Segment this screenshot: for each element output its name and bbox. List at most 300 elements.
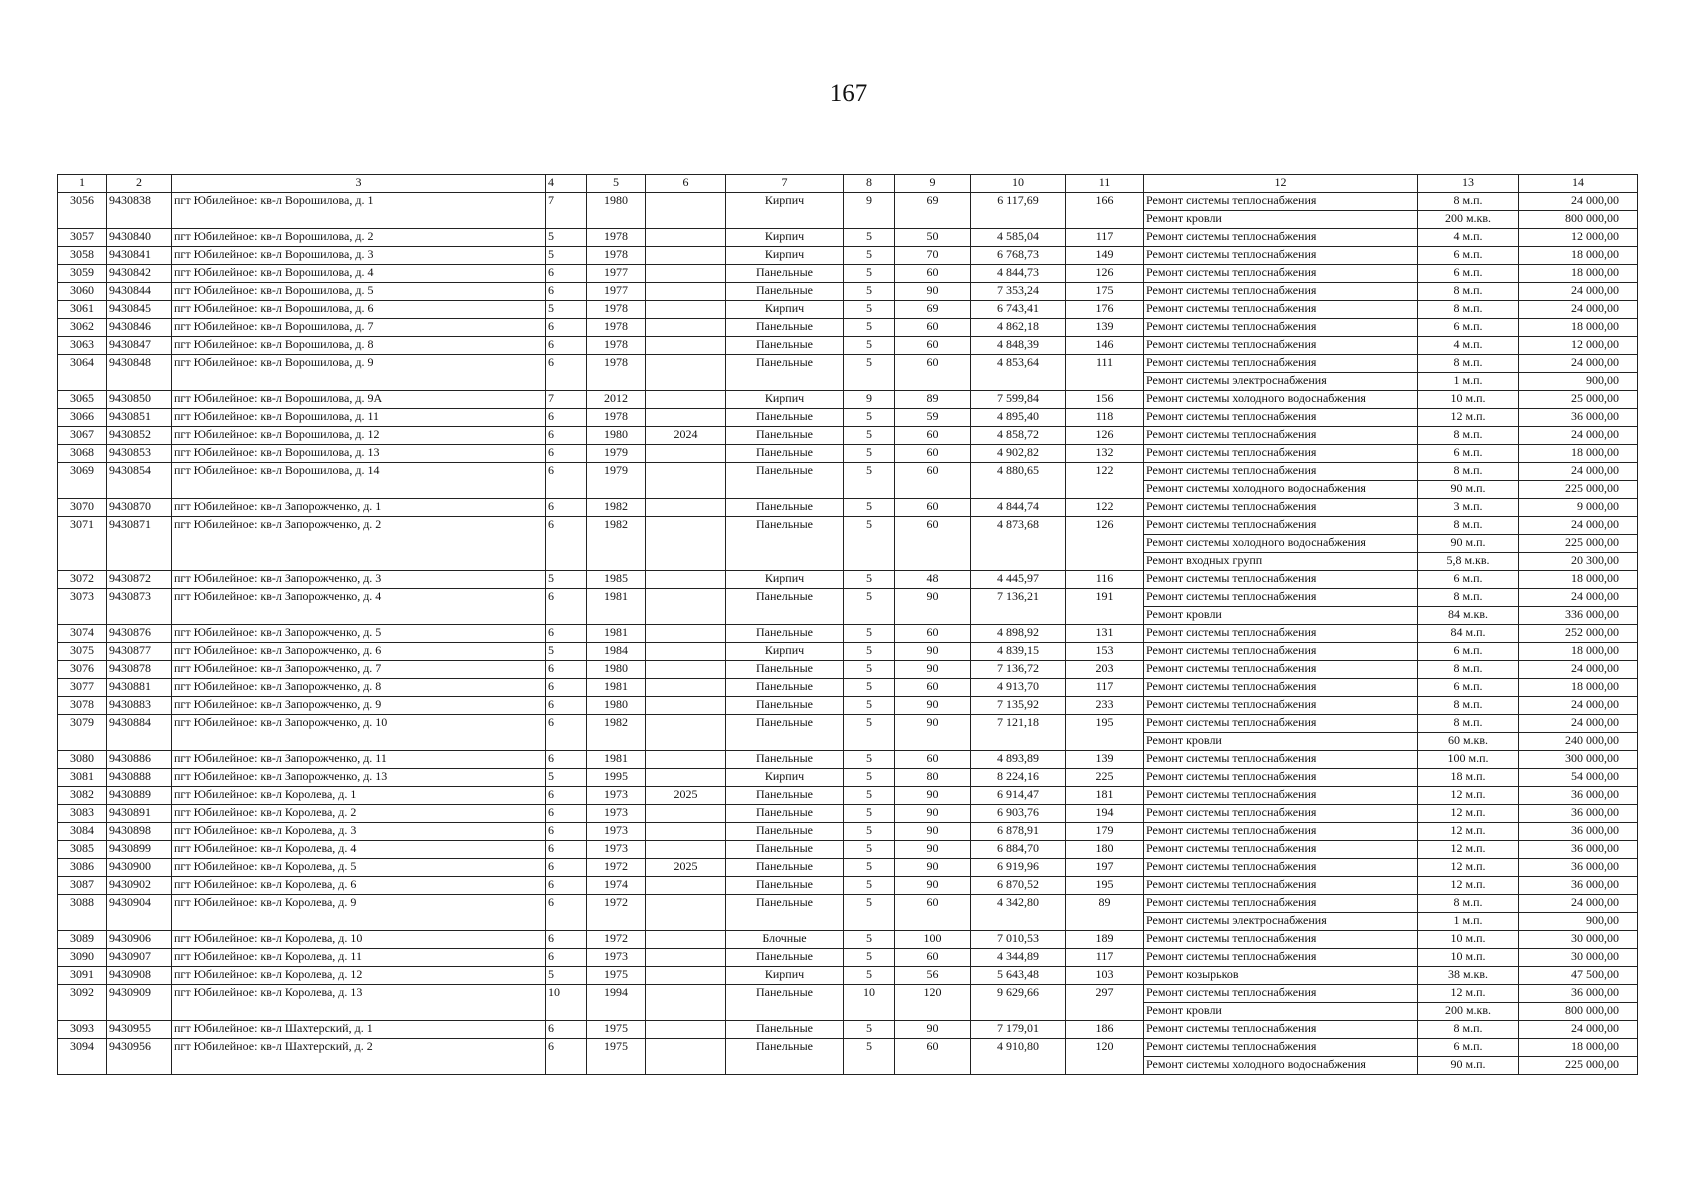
column-4-value: 5 [546, 571, 587, 589]
floors: 5 [844, 715, 895, 751]
wall-material: Панельные [726, 985, 844, 1021]
floors: 5 [844, 499, 895, 517]
work-quantity: 8 м.п. [1418, 589, 1519, 607]
building-code: 9430884 [107, 715, 172, 751]
build-year: 2012 [587, 391, 646, 409]
build-year: 1972 [587, 895, 646, 931]
area: 4 880,65 [971, 463, 1066, 499]
work-name: Ремонт системы теплоснабжения [1144, 859, 1418, 877]
row-number: 3067 [58, 427, 107, 445]
floors: 5 [844, 319, 895, 337]
floors: 5 [844, 751, 895, 769]
wall-material: Кирпич [726, 391, 844, 409]
work-quantity: 12 м.п. [1418, 787, 1519, 805]
column-number: 1 [58, 175, 107, 193]
work-name: Ремонт системы теплоснабжения [1144, 625, 1418, 643]
table-row [58, 589, 1638, 607]
build-year: 1977 [587, 283, 646, 301]
column-number: 12 [1144, 175, 1418, 193]
column-11-value: 297 [1066, 985, 1144, 1021]
work-name: Ремонт системы теплоснабжения [1144, 247, 1418, 265]
work-cost: 225 000,00 [1519, 1057, 1638, 1075]
work-name: Ремонт кровли [1144, 211, 1418, 229]
address: пгт Юбилейное: кв-л Запорожченко, д. 13 [172, 769, 546, 787]
work-cost: 36 000,00 [1519, 859, 1638, 877]
work-quantity: 12 м.п. [1418, 877, 1519, 895]
address: пгт Юбилейное: кв-л Шахтерский, д. 1 [172, 1021, 546, 1039]
column-11-value: 176 [1066, 301, 1144, 319]
work-name: Ремонт системы теплоснабжения [1144, 499, 1418, 517]
row-number: 3080 [58, 751, 107, 769]
address: пгт Юбилейное: кв-л Ворошилова, д. 9 [172, 355, 546, 391]
column-6-value [646, 571, 726, 589]
work-cost: 30 000,00 [1519, 931, 1638, 949]
work-name: Ремонт козырьков [1144, 967, 1418, 985]
work-quantity: 10 м.п. [1418, 391, 1519, 409]
build-year: 1978 [587, 319, 646, 337]
floors: 5 [844, 895, 895, 931]
floors: 5 [844, 337, 895, 355]
work-quantity: 18 м.п. [1418, 769, 1519, 787]
work-quantity: 12 м.п. [1418, 985, 1519, 1003]
area: 6 878,91 [971, 823, 1066, 841]
building-code: 9430852 [107, 427, 172, 445]
wall-material: Панельные [726, 823, 844, 841]
column-4-value: 6 [546, 679, 587, 697]
work-quantity: 6 м.п. [1418, 247, 1519, 265]
column-4-value: 6 [546, 625, 587, 643]
table-row [58, 769, 1638, 787]
work-cost: 24 000,00 [1519, 283, 1638, 301]
column-6-value [646, 823, 726, 841]
wall-material: Панельные [726, 895, 844, 931]
wall-material: Панельные [726, 463, 844, 499]
column-4-value: 6 [546, 319, 587, 337]
column-11-value: 146 [1066, 337, 1144, 355]
table-row [58, 643, 1638, 661]
building-code: 9430850 [107, 391, 172, 409]
work-name: Ремонт системы холодного водоснабжения [1144, 535, 1418, 553]
work-quantity: 10 м.п. [1418, 931, 1519, 949]
column-11-value: 149 [1066, 247, 1144, 265]
column-9-value: 100 [895, 931, 971, 949]
column-9-value: 90 [895, 805, 971, 823]
column-9-value: 90 [895, 661, 971, 679]
column-9-value: 70 [895, 247, 971, 265]
address: пгт Юбилейное: кв-л Королева, д. 12 [172, 967, 546, 985]
building-code: 9430883 [107, 697, 172, 715]
work-quantity: 8 м.п. [1418, 355, 1519, 373]
row-number: 3093 [58, 1021, 107, 1039]
column-4-value: 6 [546, 715, 587, 751]
building-code: 9430888 [107, 769, 172, 787]
building-code: 9430842 [107, 265, 172, 283]
build-year: 1975 [587, 1021, 646, 1039]
column-9-value: 60 [895, 679, 971, 697]
work-name: Ремонт системы электроснабжения [1144, 373, 1418, 391]
building-code: 9430848 [107, 355, 172, 391]
work-cost: 24 000,00 [1519, 301, 1638, 319]
work-quantity: 6 м.п. [1418, 571, 1519, 589]
row-number: 3077 [58, 679, 107, 697]
table-row [58, 661, 1638, 679]
build-year: 1981 [587, 589, 646, 625]
column-4-value: 6 [546, 859, 587, 877]
work-cost: 18 000,00 [1519, 679, 1638, 697]
building-code: 9430891 [107, 805, 172, 823]
wall-material: Панельные [726, 499, 844, 517]
area: 4 342,80 [971, 895, 1066, 931]
work-cost: 24 000,00 [1519, 427, 1638, 445]
build-year: 1972 [587, 859, 646, 877]
address: пгт Юбилейное: кв-л Ворошилова, д. 12 [172, 427, 546, 445]
floors: 9 [844, 193, 895, 229]
table-body [58, 175, 1638, 1075]
floors: 5 [844, 787, 895, 805]
wall-material: Кирпич [726, 247, 844, 265]
column-4-value: 6 [546, 1021, 587, 1039]
column-4-value: 6 [546, 697, 587, 715]
work-cost: 800 000,00 [1519, 211, 1638, 229]
work-name: Ремонт системы теплоснабжения [1144, 787, 1418, 805]
column-6-value: 2025 [646, 787, 726, 805]
work-cost: 20 300,00 [1519, 553, 1638, 571]
table-row [58, 751, 1638, 769]
work-name: Ремонт системы электроснабжения [1144, 913, 1418, 931]
column-6-value [646, 337, 726, 355]
column-6-value: 2025 [646, 859, 726, 877]
work-quantity: 38 м.кв. [1418, 967, 1519, 985]
work-quantity: 12 м.п. [1418, 859, 1519, 877]
work-cost: 300 000,00 [1519, 751, 1638, 769]
work-cost: 24 000,00 [1519, 193, 1638, 211]
column-4-value: 6 [546, 931, 587, 949]
column-number: 6 [646, 175, 726, 193]
work-cost: 24 000,00 [1519, 697, 1638, 715]
table-row [58, 463, 1638, 481]
column-9-value: 60 [895, 265, 971, 283]
building-code: 9430840 [107, 229, 172, 247]
address: пгт Юбилейное: кв-л Королева, д. 10 [172, 931, 546, 949]
table-row [58, 427, 1638, 445]
table-row [58, 823, 1638, 841]
row-number: 3059 [58, 265, 107, 283]
table-row [58, 859, 1638, 877]
address: пгт Юбилейное: кв-л Запорожченко, д. 8 [172, 679, 546, 697]
column-11-value: 194 [1066, 805, 1144, 823]
column-11-value: 117 [1066, 229, 1144, 247]
building-code: 9430881 [107, 679, 172, 697]
column-11-value: 195 [1066, 715, 1144, 751]
column-6-value [646, 409, 726, 427]
work-cost: 36 000,00 [1519, 877, 1638, 895]
floors: 5 [844, 931, 895, 949]
work-quantity: 100 м.п. [1418, 751, 1519, 769]
address: пгт Юбилейное: кв-л Королева, д. 11 [172, 949, 546, 967]
table-row [58, 841, 1638, 859]
work-name: Ремонт системы теплоснабжения [1144, 229, 1418, 247]
column-4-value: 6 [546, 265, 587, 283]
work-cost: 30 000,00 [1519, 949, 1638, 967]
column-4-value: 5 [546, 643, 587, 661]
column-number: 9 [895, 175, 971, 193]
build-year: 1975 [587, 1039, 646, 1075]
work-cost: 900,00 [1519, 913, 1638, 931]
column-6-value [646, 679, 726, 697]
address: пгт Юбилейное: кв-л Королева, д. 2 [172, 805, 546, 823]
work-cost: 24 000,00 [1519, 463, 1638, 481]
table-row [58, 895, 1638, 913]
building-code: 9430872 [107, 571, 172, 589]
work-quantity: 8 м.п. [1418, 427, 1519, 445]
column-11-value: 175 [1066, 283, 1144, 301]
column-number: 8 [844, 175, 895, 193]
floors: 5 [844, 517, 895, 571]
column-11-value: 122 [1066, 463, 1144, 499]
column-11-value: 233 [1066, 697, 1144, 715]
column-6-value [646, 769, 726, 787]
row-number: 3092 [58, 985, 107, 1021]
area: 4 862,18 [971, 319, 1066, 337]
address: пгт Юбилейное: кв-л Ворошилова, д. 1 [172, 193, 546, 229]
wall-material: Панельные [726, 517, 844, 571]
column-6-value [646, 355, 726, 391]
build-year: 1980 [587, 661, 646, 679]
build-year: 1972 [587, 931, 646, 949]
column-number: 10 [971, 175, 1066, 193]
area: 4 902,82 [971, 445, 1066, 463]
build-year: 1973 [587, 805, 646, 823]
floors: 10 [844, 985, 895, 1021]
floors: 5 [844, 643, 895, 661]
column-9-value: 60 [895, 949, 971, 967]
floors: 5 [844, 661, 895, 679]
wall-material: Панельные [726, 409, 844, 427]
column-6-value [646, 283, 726, 301]
work-quantity: 8 м.п. [1418, 697, 1519, 715]
work-cost: 18 000,00 [1519, 247, 1638, 265]
wall-material: Панельные [726, 859, 844, 877]
wall-material: Панельные [726, 1039, 844, 1075]
work-quantity: 12 м.п. [1418, 841, 1519, 859]
work-quantity: 8 м.п. [1418, 895, 1519, 913]
wall-material: Кирпич [726, 229, 844, 247]
column-6-value [646, 265, 726, 283]
wall-material: Панельные [726, 805, 844, 823]
wall-material: Панельные [726, 877, 844, 895]
table-row [58, 319, 1638, 337]
table-row [58, 265, 1638, 283]
building-code: 9430902 [107, 877, 172, 895]
work-cost: 336 000,00 [1519, 607, 1638, 625]
column-9-value: 120 [895, 985, 971, 1021]
area: 6 919,96 [971, 859, 1066, 877]
build-year: 1974 [587, 877, 646, 895]
table-row [58, 517, 1638, 535]
column-11-value: 181 [1066, 787, 1144, 805]
row-number: 3068 [58, 445, 107, 463]
build-year: 1979 [587, 445, 646, 463]
column-6-value [646, 931, 726, 949]
column-number: 11 [1066, 175, 1144, 193]
column-9-value: 60 [895, 463, 971, 499]
column-9-value: 90 [895, 823, 971, 841]
wall-material: Панельные [726, 751, 844, 769]
table-row [58, 625, 1638, 643]
wall-material: Панельные [726, 427, 844, 445]
row-number: 3069 [58, 463, 107, 499]
table-row [58, 931, 1638, 949]
work-name: Ремонт системы холодного водоснабжения [1144, 1057, 1418, 1075]
build-year: 1982 [587, 499, 646, 517]
building-code: 9430870 [107, 499, 172, 517]
column-number: 14 [1519, 175, 1638, 193]
work-cost: 36 000,00 [1519, 409, 1638, 427]
work-cost: 36 000,00 [1519, 841, 1638, 859]
address: пгт Юбилейное: кв-л Ворошилова, д. 9А [172, 391, 546, 409]
address: пгт Юбилейное: кв-л Королева, д. 6 [172, 877, 546, 895]
table-row [58, 679, 1638, 697]
column-4-value: 6 [546, 463, 587, 499]
work-quantity: 6 м.п. [1418, 1039, 1519, 1057]
column-6-value [646, 1039, 726, 1075]
column-9-value: 60 [895, 499, 971, 517]
row-number: 3087 [58, 877, 107, 895]
column-11-value: 131 [1066, 625, 1144, 643]
work-cost: 9 000,00 [1519, 499, 1638, 517]
wall-material: Панельные [726, 949, 844, 967]
column-4-value: 6 [546, 751, 587, 769]
column-6-value [646, 445, 726, 463]
floors: 5 [844, 697, 895, 715]
wall-material: Панельные [726, 589, 844, 625]
build-year: 1982 [587, 517, 646, 571]
column-4-value: 6 [546, 661, 587, 679]
work-quantity: 90 м.п. [1418, 481, 1519, 499]
address: пгт Юбилейное: кв-л Королева, д. 3 [172, 823, 546, 841]
area: 6 903,76 [971, 805, 1066, 823]
column-9-value: 60 [895, 319, 971, 337]
wall-material: Кирпич [726, 301, 844, 319]
column-6-value [646, 391, 726, 409]
address: пгт Юбилейное: кв-л Ворошилова, д. 2 [172, 229, 546, 247]
work-cost: 36 000,00 [1519, 787, 1638, 805]
column-11-value: 203 [1066, 661, 1144, 679]
row-number: 3063 [58, 337, 107, 355]
build-year: 1973 [587, 823, 646, 841]
table-row [58, 715, 1638, 733]
column-4-value: 6 [546, 427, 587, 445]
work-cost: 18 000,00 [1519, 1039, 1638, 1057]
column-9-value: 69 [895, 193, 971, 229]
building-code: 9430878 [107, 661, 172, 679]
work-quantity: 3 м.п. [1418, 499, 1519, 517]
building-code: 9430877 [107, 643, 172, 661]
row-number: 3061 [58, 301, 107, 319]
row-number: 3056 [58, 193, 107, 229]
building-code: 9430847 [107, 337, 172, 355]
work-quantity: 8 м.п. [1418, 301, 1519, 319]
table-row [58, 229, 1638, 247]
column-6-value [646, 697, 726, 715]
column-4-value: 6 [546, 445, 587, 463]
work-name: Ремонт системы теплоснабжения [1144, 355, 1418, 373]
address: пгт Юбилейное: кв-л Запорожченко, д. 5 [172, 625, 546, 643]
table-row [58, 787, 1638, 805]
wall-material: Кирпич [726, 643, 844, 661]
work-cost: 25 000,00 [1519, 391, 1638, 409]
work-cost: 24 000,00 [1519, 661, 1638, 679]
address: пгт Юбилейное: кв-л Шахтерский, д. 2 [172, 1039, 546, 1075]
column-4-value: 6 [546, 409, 587, 427]
column-4-value: 6 [546, 355, 587, 391]
work-name: Ремонт входных групп [1144, 553, 1418, 571]
row-number: 3082 [58, 787, 107, 805]
column-11-value: 186 [1066, 1021, 1144, 1039]
work-cost: 18 000,00 [1519, 643, 1638, 661]
column-9-value: 60 [895, 445, 971, 463]
address: пгт Юбилейное: кв-л Запорожченко, д. 10 [172, 715, 546, 751]
work-name: Ремонт системы теплоснабжения [1144, 643, 1418, 661]
wall-material: Панельные [726, 679, 844, 697]
build-year: 1984 [587, 643, 646, 661]
column-4-value: 6 [546, 949, 587, 967]
column-number: 4 [546, 175, 587, 193]
area: 4 898,92 [971, 625, 1066, 643]
work-cost: 12 000,00 [1519, 337, 1638, 355]
floors: 5 [844, 877, 895, 895]
column-9-value: 59 [895, 409, 971, 427]
column-6-value [646, 589, 726, 625]
column-4-value: 5 [546, 229, 587, 247]
wall-material: Кирпич [726, 967, 844, 985]
work-quantity: 6 м.п. [1418, 679, 1519, 697]
column-11-value: 179 [1066, 823, 1144, 841]
column-11-value: 166 [1066, 193, 1144, 229]
column-4-value: 6 [546, 877, 587, 895]
column-11-value: 197 [1066, 859, 1144, 877]
area: 7 135,92 [971, 697, 1066, 715]
work-name: Ремонт системы теплоснабжения [1144, 949, 1418, 967]
building-code: 9430853 [107, 445, 172, 463]
floors: 5 [844, 679, 895, 697]
floors: 5 [844, 949, 895, 967]
build-year: 1975 [587, 967, 646, 985]
wall-material: Панельные [726, 715, 844, 751]
work-name: Ремонт системы теплоснабжения [1144, 571, 1418, 589]
area: 7 136,72 [971, 661, 1066, 679]
building-code: 9430841 [107, 247, 172, 265]
row-number: 3072 [58, 571, 107, 589]
address: пгт Юбилейное: кв-л Ворошилова, д. 5 [172, 283, 546, 301]
table-row [58, 445, 1638, 463]
column-6-value: 2024 [646, 427, 726, 445]
row-number: 3088 [58, 895, 107, 931]
column-9-value: 60 [895, 895, 971, 931]
wall-material: Панельные [726, 319, 844, 337]
address: пгт Юбилейное: кв-л Ворошилова, д. 8 [172, 337, 546, 355]
column-9-value: 60 [895, 625, 971, 643]
column-4-value: 6 [546, 805, 587, 823]
table-row [58, 355, 1638, 373]
build-year: 1977 [587, 265, 646, 283]
wall-material: Панельные [726, 697, 844, 715]
column-11-value: 116 [1066, 571, 1144, 589]
row-number: 3084 [58, 823, 107, 841]
column-4-value: 7 [546, 391, 587, 409]
work-quantity: 8 м.п. [1418, 463, 1519, 481]
building-code: 9430844 [107, 283, 172, 301]
